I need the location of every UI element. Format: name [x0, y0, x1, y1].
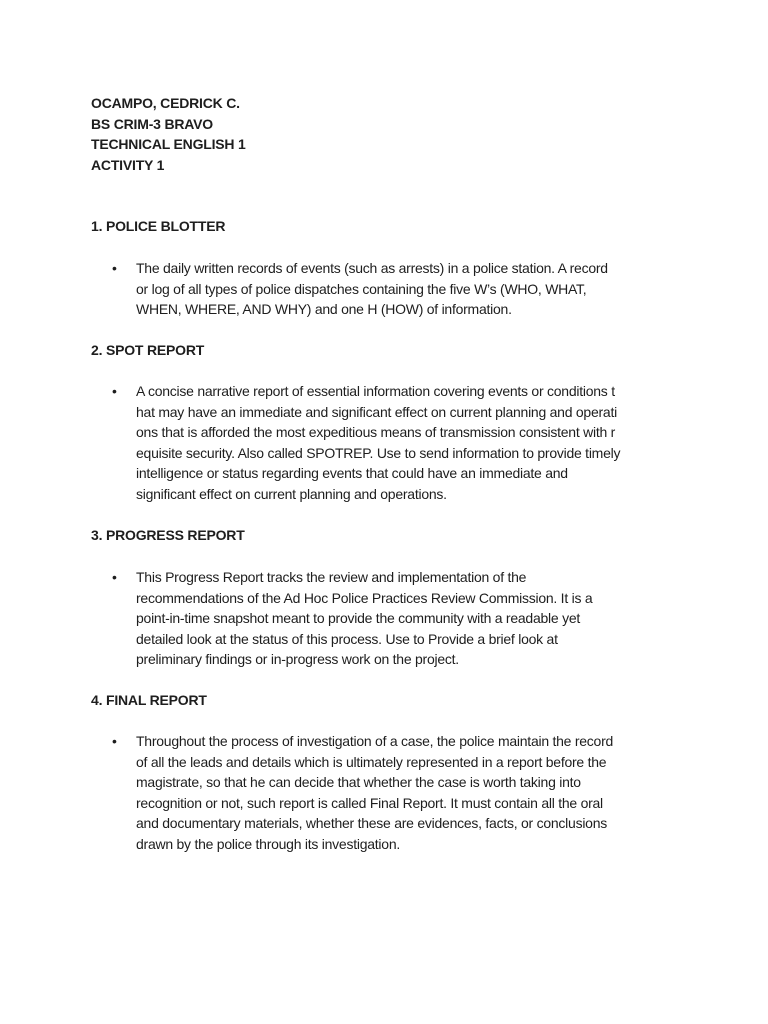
student-course: BS CRIM-3 BRAVO: [91, 115, 213, 132]
section-heading-police-blotter: 1. POLICE BLOTTER: [91, 218, 226, 234]
activity-title: ACTIVITY 1: [91, 157, 165, 174]
paragraph-spot-report: [136, 381, 682, 505]
text-line: or log of all types of police dispatches containing the five W’s (WHO, WHAT,: [136, 280, 587, 297]
bullet-icon: •: [112, 383, 117, 399]
student-name: OCAMPO, CEDRICK C.: [91, 95, 240, 111]
text-line: and documentary materials, whether these are evidences, facts, or conclusions: [136, 815, 608, 832]
text-line: drawn by the police through its investigation.: [136, 835, 400, 852]
student-header: [91, 93, 246, 176]
text-line: Throughout the process of investigation of a case, the police maintain the record: [136, 733, 614, 749]
text-line: A concise narrative report of essential information covering events or conditions t: [136, 383, 615, 399]
section-heading-spot-report: 2. SPOT REPORT: [91, 342, 205, 358]
text-line: This Progress Report tracks the review and implementation of the: [136, 569, 527, 585]
text-line: recommendations of the Ad Hoc Police Practices Review Commission. It is a: [136, 589, 593, 606]
text-line: hat may have an immediate and significant effect on current planning and operati: [136, 403, 617, 420]
text-line: The daily written records of events (such as arrests) in a police station. A record: [136, 260, 608, 276]
text-line: detailed look at the status of this process. Use to Provide a brief look at: [136, 630, 558, 647]
text-line: magistrate, so that he can decide that whether the case is worth taking into: [136, 774, 581, 791]
bullet-icon: •: [112, 260, 117, 276]
bullet-icon: •: [112, 569, 117, 585]
paragraph-police-blotter: [136, 258, 682, 320]
text-line: intelligence or status regarding events that could have an immediate and: [136, 465, 568, 482]
bullet-icon: •: [112, 733, 117, 749]
text-line: WHEN, WHERE, AND WHY) and one H (HOW) of information.: [136, 301, 512, 318]
text-line: point-in-time snapshot meant to provide the community with a readable yet: [136, 610, 580, 627]
text-line: significant effect on current planning and operations.: [136, 485, 447, 502]
text-line: preliminary findings or in-progress work on the project.: [136, 651, 459, 668]
text-line: ons that is afforded the most expeditious means of transmission consistent with r: [136, 424, 616, 441]
section-heading-progress-report: 3. PROGRESS REPORT: [91, 527, 245, 543]
subject-title: TECHNICAL ENGLISH 1: [91, 136, 246, 153]
paragraph-final-report: [136, 731, 682, 855]
text-line: recognition or not, such report is called Final Report. It must contain all the oral: [136, 794, 603, 811]
section-heading-final-report: 4. FINAL REPORT: [91, 692, 207, 708]
text-line: equisite security. Also called SPOTREP. Use to send information to provide timely: [136, 444, 621, 461]
paragraph-progress-report: [136, 567, 682, 670]
text-line: of all the leads and details which is ultimately represented in a report before the: [136, 753, 607, 770]
